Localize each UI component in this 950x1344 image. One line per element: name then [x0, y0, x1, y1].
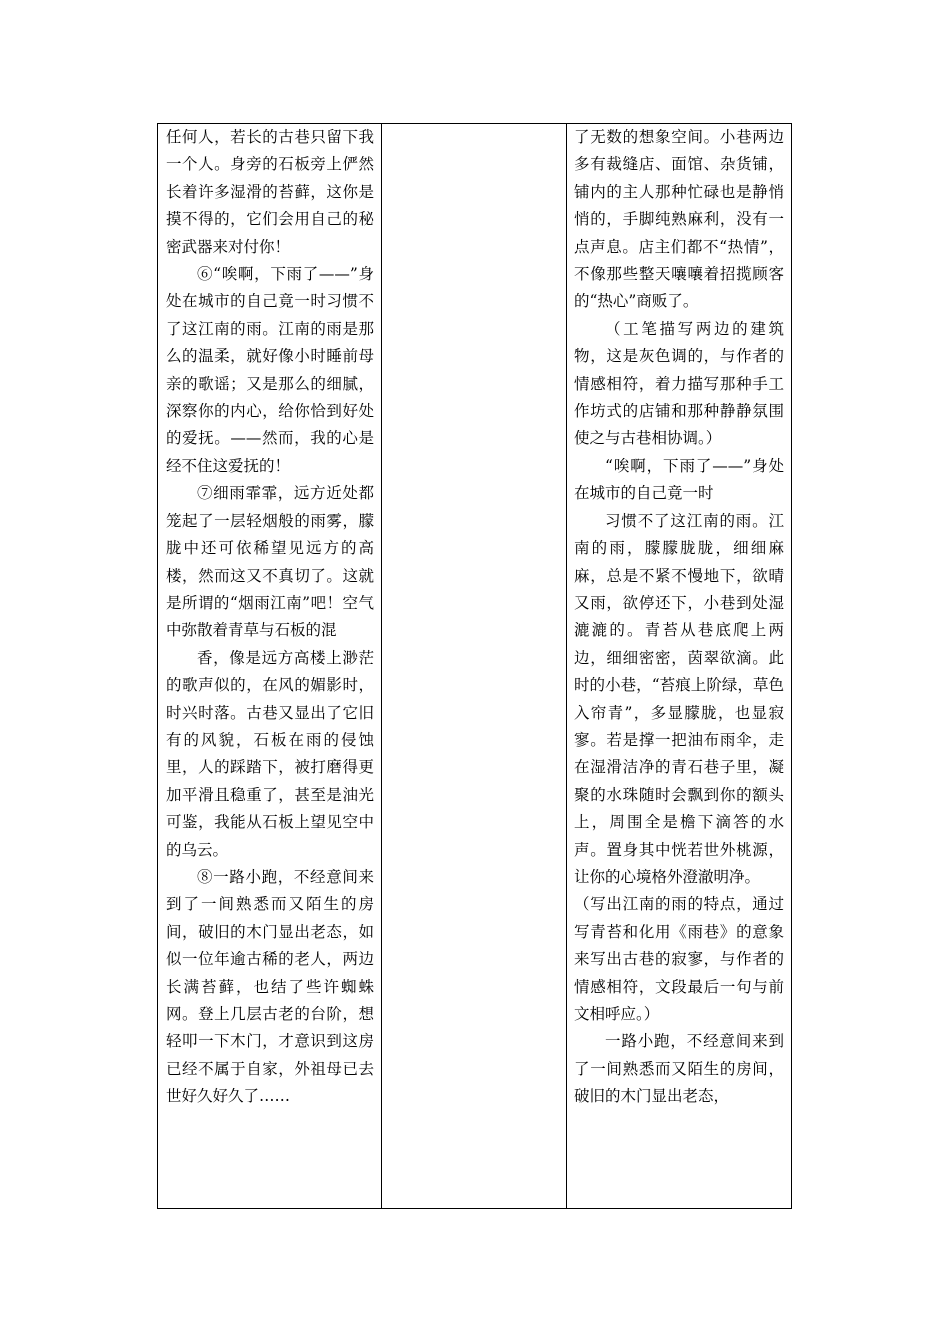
paragraph: ⑦细雨霏霏，远方近处都笼起了一层轻烟般的雨雾，朦胧中还可依稀望见远方的高楼，然而这又不真切了。这就是所谓的“烟雨江南”吧！空气中弥散着青草与石板的混	[166, 484, 374, 640]
right-column	[574, 124, 784, 1208]
paragraph: “唉啊，下雨了——”身处在城市的自己竟一时	[574, 456, 784, 503]
middle-column	[382, 124, 566, 1208]
paragraph: 了无数的想象空间。小巷两边多有裁缝店、面馆、杂货铺，铺内的主人那种忙碌也是静悄悄的，手脚纯熟麻利，没有一点声息。店主们都不“热情”，不像那些整天嚷嚷着招揽顾客的“热心”商贩了。	[574, 128, 784, 311]
paragraph: （工笔描写两边的建筑物，这是灰色调的，与作者的情感相符，着力描写那种手工作坊式的店铺和那种静静氛围使之与古巷相协调。）	[574, 319, 784, 448]
paragraph: ⑧一路小跑，不经意间来到了一间熟悉而又陌生的房间，破旧的木门显出老态，如似一位年逾古稀的老人，两边长满苔藓，也结了些许蜘蛛网。登上几层古老的台阶，想轻叩一下木门，才意识到这房已经不属于自家，外祖母已去世好久好久了……	[166, 867, 374, 1106]
column-divider	[566, 124, 567, 1208]
paragraph: 香，像是远方高楼上渺茫的歌声似的，在风的媚影时，时兴时落。古巷又显出了它旧有的风貌，石板在雨的侵蚀里，人的踩踏下，被打磨得更加平滑且稳重了，甚至是油光可鉴，我能从石板上望见空中的乌云。	[166, 648, 374, 859]
paragraph: 一路小跑，不经意间来到了一间熟悉而又陌生的房间，破旧的木门显出老态，	[574, 1032, 784, 1106]
paragraph: ⑥“唉啊，下雨了——”身处在城市的自己竟一时习惯不了这江南的雨。江南的雨是那么的温柔，就好像小时睡前母亲的歌谣；又是那么的细腻，深察你的内心，给你恰到好处的爱抚。——然而，我的心是经不住这爱抚的！	[166, 265, 374, 475]
comparison-table	[157, 123, 792, 1209]
left-column	[166, 124, 374, 1208]
paragraph: （写出江南的雨的特点，通过写青苔和化用《雨巷》的意象来写出古巷的寂寥，与作者的情感相符，文段最后一句与前文相呼应。）	[574, 895, 784, 1023]
paragraph: 任何人，若长的古巷只留下我一个人。身旁的石板旁上俨然长着许多湿滑的苔藓，这你是摸不得的，它们会用自己的秘密武器来对付你！	[166, 128, 374, 256]
paragraph: 习惯不了这江南的雨。江南的雨，朦朦胧胧，细细麻麻，总是不紧不慢地下，欲晴又雨，欲停还下，小巷到处湿漉漉的。青苔从巷底爬上两边，细细密密，茵翠欲滴。此时的小巷，“苔痕上阶绿，草色入帘青”，多显朦胧，也显寂寥。若是撑一把油布雨伞，走在湿滑洁净的青石巷子里，凝聚的水珠随时会飘到你的额头上，周围全是檐下滴答的水声。置身其中恍若世外桃源，让你的心境格外澄澈明净。	[574, 511, 784, 886]
